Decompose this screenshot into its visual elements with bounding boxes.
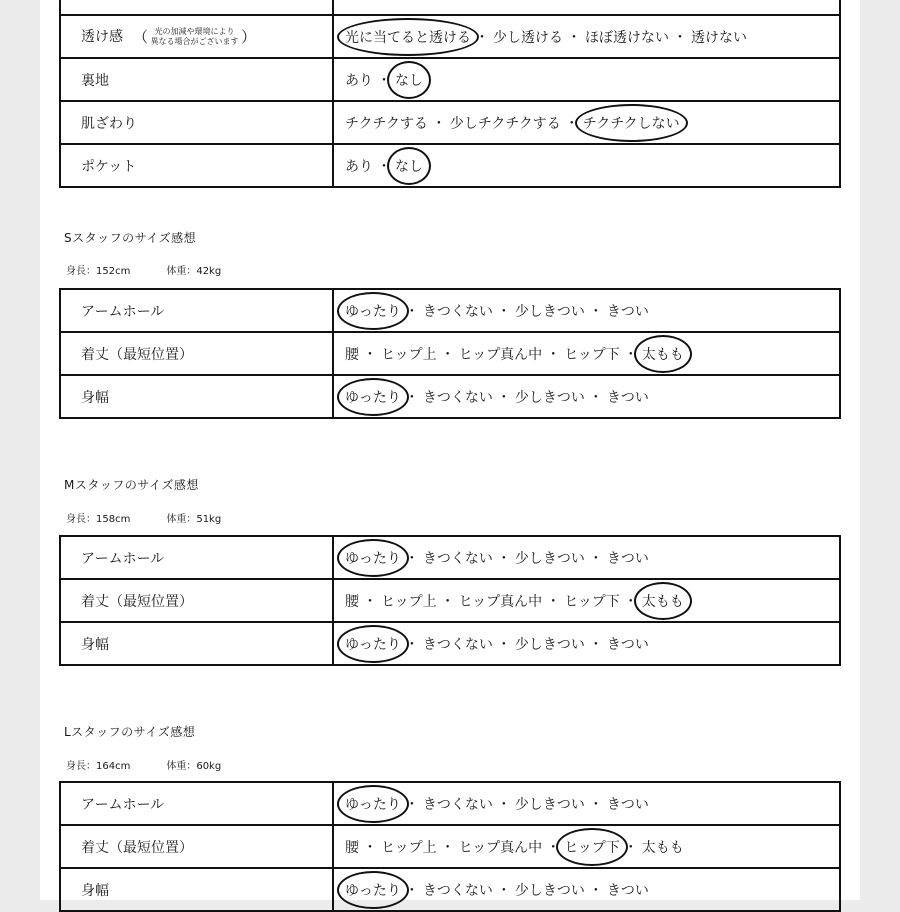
separator: ・ — [546, 346, 561, 363]
row-label: 着丈（最短位置） — [60, 579, 333, 622]
staff-stats — [66, 262, 221, 277]
separator: ・ — [623, 346, 638, 363]
table-row — [60, 101, 840, 144]
row-label: アームホール — [60, 782, 333, 825]
row-label: 着丈（最短位置） — [60, 332, 333, 375]
option: ヒップ真ん中 — [458, 593, 543, 610]
options-cell — [333, 868, 840, 911]
staff-stats — [66, 510, 221, 525]
weight-text: 体重：42kg — [166, 266, 222, 277]
height-text: 身長：158cm — [66, 514, 131, 525]
separator: ・ — [404, 303, 419, 320]
size-table — [59, 288, 841, 419]
option: きつい — [606, 636, 649, 653]
row-label: 透け感 （ 光の加減や環境により 異なる場合がございます ） — [60, 15, 333, 58]
option: 少し透ける — [493, 29, 563, 46]
option: きつくない — [422, 550, 493, 567]
option: きつい — [606, 796, 649, 813]
table-row — [60, 782, 840, 825]
option: 腰 — [345, 346, 359, 363]
separator: ・ — [363, 839, 377, 856]
separator: ・ — [404, 636, 419, 653]
option: ほぼ透けない — [585, 29, 669, 46]
option: あり — [345, 158, 373, 175]
option: きつくない — [422, 389, 493, 406]
size-table — [59, 781, 841, 912]
separator: ・ — [440, 593, 455, 610]
cut-off-cell — [333, 0, 840, 15]
row-label: ポケット — [60, 144, 333, 187]
selected-option: ゆったり — [344, 794, 402, 814]
options-cell — [333, 579, 840, 622]
separator: ・ — [404, 796, 419, 813]
table-row — [60, 868, 840, 911]
option: 透けない — [691, 29, 747, 46]
option: 少しチクチクする — [449, 115, 561, 132]
separator: ・ — [588, 636, 603, 653]
separator: ・ — [567, 29, 581, 46]
option: 少しきつい — [514, 796, 585, 813]
separator: ・ — [496, 389, 511, 406]
row-label: 肌ざわり — [60, 101, 333, 144]
option: 少しきつい — [514, 636, 585, 653]
options-cell — [333, 825, 840, 868]
weight-text: 体重：60kg — [166, 761, 222, 772]
staff-heading: Lスタッフのサイズ感想 — [64, 725, 196, 739]
separator: ・ — [588, 796, 603, 813]
row-label: アームホール — [60, 289, 333, 332]
separator: ・ — [363, 346, 377, 363]
selected-option: チクチクしない — [582, 113, 681, 133]
separator: ・ — [404, 882, 419, 899]
height-text: 身長：152cm — [66, 266, 131, 277]
option: ヒップ下 — [564, 593, 620, 610]
separator: ・ — [496, 550, 511, 567]
option: きつい — [606, 389, 649, 406]
option: 少しきつい — [514, 882, 585, 899]
option: 少しきつい — [514, 389, 585, 406]
selected-option: なし — [394, 70, 424, 90]
option: きつい — [606, 303, 649, 320]
options-cell — [333, 144, 840, 187]
cut-off-cell — [60, 0, 333, 15]
table-row — [60, 15, 840, 58]
selected-option: ゆったり — [344, 880, 402, 900]
staff-heading: Mスタッフのサイズ感想 — [64, 478, 199, 492]
weight-text: 体重：51kg — [166, 514, 222, 525]
staff-stats — [66, 757, 221, 772]
options-cell — [333, 622, 840, 665]
option: ヒップ下 — [564, 346, 620, 363]
row-label: 裏地 — [60, 58, 333, 101]
separator: ・ — [588, 389, 603, 406]
separator: ・ — [546, 839, 561, 856]
separator: ・ — [673, 29, 687, 46]
option: 太もも — [641, 839, 684, 856]
option: きつい — [606, 550, 649, 567]
separator: ・ — [404, 389, 419, 406]
separator: ・ — [496, 303, 511, 320]
option: あり — [345, 72, 373, 89]
separator: ・ — [623, 839, 638, 856]
option: ヒップ上 — [381, 593, 437, 610]
selected-option: なし — [394, 156, 424, 176]
row-label: 身幅 — [60, 868, 333, 911]
selected-option: 太もも — [641, 344, 685, 364]
options-cell — [333, 332, 840, 375]
selected-option: 太もも — [641, 591, 685, 611]
options-cell — [333, 782, 840, 825]
options-cell — [333, 58, 840, 101]
note: （ 光の加減や環境により 異なる場合がございます ） — [133, 27, 257, 46]
separator: ・ — [588, 882, 603, 899]
separator: ・ — [564, 115, 579, 132]
separator: ・ — [496, 796, 511, 813]
selected-option: ゆったり — [344, 548, 402, 568]
option: ヒップ上 — [381, 346, 437, 363]
separator: ・ — [496, 636, 511, 653]
selected-option: 光に当てると透ける — [344, 27, 472, 47]
option: チクチクする — [345, 115, 428, 132]
separator: ・ — [588, 550, 603, 567]
separator: ・ — [377, 158, 391, 175]
table-row — [60, 332, 840, 375]
options-cell — [333, 536, 840, 579]
option: 少しきつい — [514, 303, 585, 320]
height-text: 身長：164cm — [66, 761, 131, 772]
options-cell — [333, 375, 840, 418]
separator: ・ — [475, 29, 489, 46]
selected-option: ゆったり — [344, 634, 402, 654]
separator: ・ — [377, 72, 391, 89]
separator: ・ — [588, 303, 603, 320]
option: きつくない — [422, 636, 493, 653]
table-row — [60, 0, 840, 15]
separator: ・ — [363, 593, 377, 610]
options-cell — [333, 289, 840, 332]
option: きつい — [606, 882, 649, 899]
selected-option: ゆったり — [344, 301, 402, 321]
separator: ・ — [546, 593, 561, 610]
option: 腰 — [345, 839, 359, 856]
row-label: 身幅 — [60, 375, 333, 418]
table-row — [60, 375, 840, 418]
separator: ・ — [431, 115, 446, 132]
option: きつくない — [422, 796, 493, 813]
option: ヒップ上 — [381, 839, 437, 856]
table-row — [60, 58, 840, 101]
table-row — [60, 579, 840, 622]
table-row — [60, 622, 840, 665]
selected-option: ゆったり — [344, 387, 402, 407]
row-label: 着丈（最短位置） — [60, 825, 333, 868]
option: きつくない — [422, 882, 493, 899]
row-label: アームホール — [60, 536, 333, 579]
size-table — [59, 535, 841, 666]
option: きつくない — [422, 303, 493, 320]
table-row — [60, 825, 840, 868]
option: 少しきつい — [514, 550, 585, 567]
table-row — [60, 289, 840, 332]
options-cell — [333, 101, 840, 144]
separator: ・ — [496, 882, 511, 899]
separator: ・ — [623, 593, 638, 610]
separator: ・ — [404, 550, 419, 567]
option: 腰 — [345, 593, 359, 610]
selected-option: ヒップ下 — [563, 837, 621, 857]
staff-heading: Sスタッフのサイズ感想 — [64, 231, 197, 245]
row-label: 身幅 — [60, 622, 333, 665]
fabric-table — [59, 0, 841, 188]
separator: ・ — [440, 839, 455, 856]
table-row — [60, 536, 840, 579]
options-cell — [333, 15, 840, 58]
separator: ・ — [440, 346, 455, 363]
option: ヒップ真ん中 — [458, 346, 543, 363]
table-row — [60, 144, 840, 187]
option: ヒップ真ん中 — [458, 839, 543, 856]
